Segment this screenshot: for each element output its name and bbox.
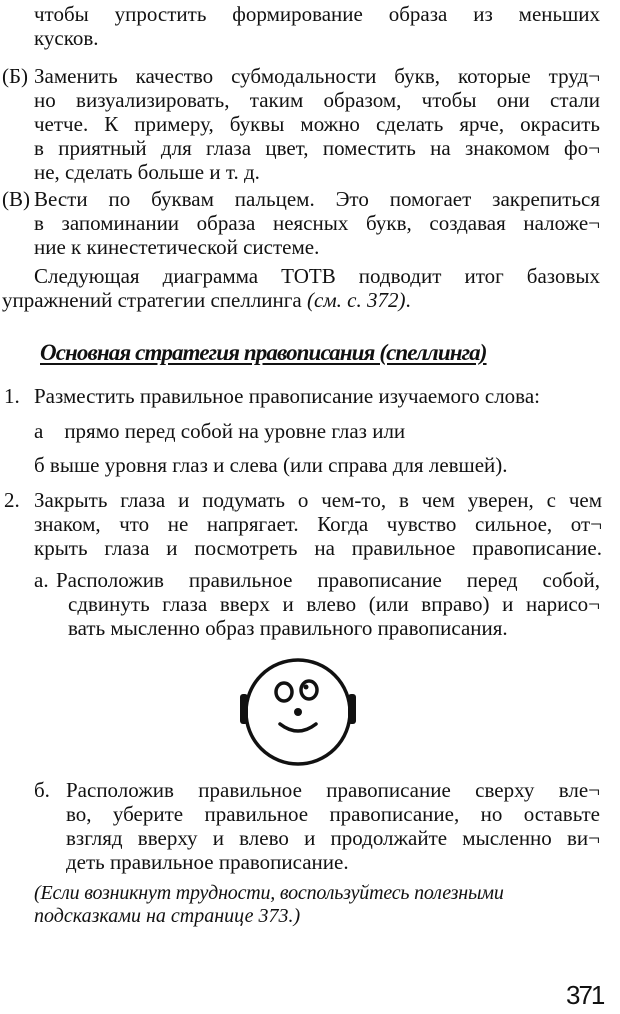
step-2-marker: 2. [4,488,20,512]
item-v-marker: (В) [2,187,30,211]
text-line: деть правильное правописание. [66,850,349,874]
text-line: подсказками на странице 373.) [34,905,301,927]
text-line: взгляд вверху и влево и продолжайте мысленно ви¬ [66,826,600,850]
smiley-face-looking-up-left-icon [234,654,362,774]
item-v-paragraph [34,187,600,259]
step-2b-paragraph [66,778,600,874]
summary-line-1: Следующая диаграмма ТОТВ подводит итог базовых [34,264,600,288]
text-line: кусков. [34,26,99,50]
text-line: четче. К примеру, буквы можно сделать ярче, окрасить [34,112,600,136]
text-line: ние к кинестетической системе. [34,235,320,259]
intro-paragraph [34,2,600,50]
text-line: вать мысленно образ правильного правописания. [68,616,508,640]
text-line: не, сделать больше и т. д. [34,160,260,184]
hint-note [34,882,600,928]
step-1-sub-b: б выше уровня глаз и слева (или справа для левшей). [34,453,508,477]
summary-line-2-end: . [405,288,411,312]
text-line [2,288,600,312]
section-heading: Основная стратегия правописания (спеллинга) [40,340,487,365]
item-b-marker: (Б) [2,64,29,88]
text-line: Заменить качество субмодальности букв, которые труд¬ [34,64,600,88]
summary-line-2: упражнений стратегии спеллинга [2,288,307,312]
text-line: в запоминании образа неясных букв, создавая наложе¬ [34,211,600,235]
text-line: но визуализировать, таким образом, чтобы они стали [34,88,600,112]
text-line: крыть глаза и посмотреть на правильное правописание. [34,536,602,560]
step-2b-marker: б. [34,778,50,802]
item-b-paragraph [34,64,600,184]
text-line [2,264,600,288]
text-line: (Если возникнут трудности, воспользуйтесь полезными [34,882,504,904]
page-reference: (см. с. 372) [306,288,406,312]
text-line: сдвинуть глаза вверх и влево (или вправо) и нарисо¬ [68,592,600,616]
step-1-text: Разместить правильное правописание изучаемого слова: [34,384,540,408]
summary-paragraph [2,264,600,312]
text-line: Вести по буквам пальцем. Это помогает закрепиться [34,187,600,211]
page-number: 371 [566,980,604,1010]
step-1-marker: 1. [4,384,20,408]
step-1-sub-a: а прямо перед собой на уровне глаз или [34,419,406,443]
text-line: в приятный для глаза цвет, поместить на знакомом фо¬ [34,136,600,160]
text-line: знаком, что не напрягает. Когда чувство сильное, от¬ [34,512,602,536]
text-line: чтобы упростить формирование образа из меньших [34,2,600,26]
step-2-paragraph [34,488,602,560]
step-2a-paragraph [56,568,600,640]
text-line: Расположив правильное правописание перед собой, [56,568,600,592]
text-line: Расположив правильное правописание сверху вле¬ [66,778,600,802]
text-line: Закрыть глаза и подумать о чем-то, в чем уверен, с чем [34,488,602,512]
step-2a-marker: а. [34,568,49,592]
text-line: во, уберите правильное правописание, но оставьте [66,802,600,826]
